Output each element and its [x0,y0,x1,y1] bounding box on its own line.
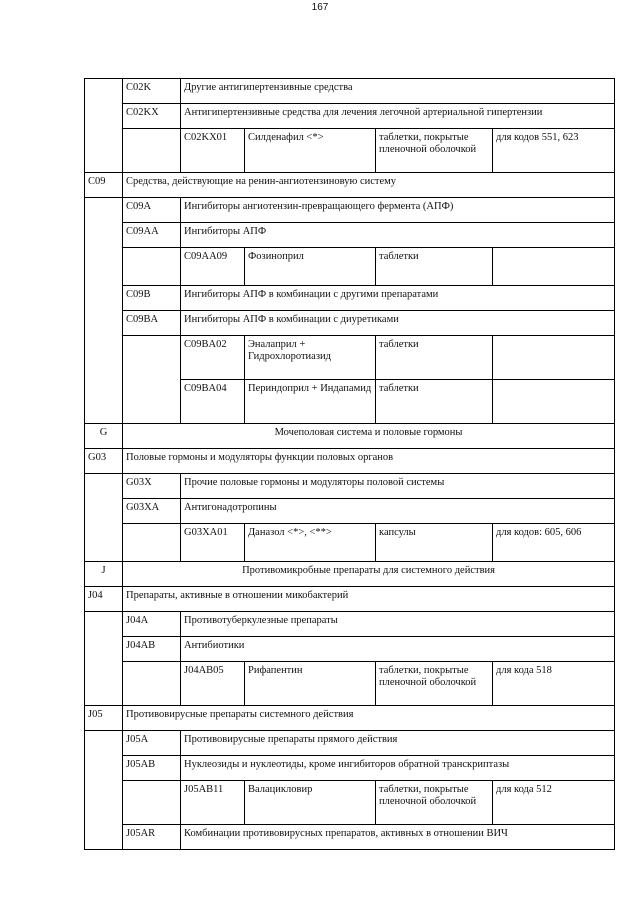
indent-cell [123,248,181,286]
subgroup-code: C09B [123,286,181,311]
table-row [85,173,615,198]
note [493,336,615,380]
subgroup-code: C02KX [123,104,181,129]
subgroup-code: G03XA [123,499,181,524]
drug-code: C09BA04 [181,380,245,424]
dosage-form: таблетки [376,248,493,286]
indent-cell [123,781,181,825]
drug-code: G03XA01 [181,524,245,562]
indent-cell [85,79,123,173]
table-row [85,587,615,612]
indent-cell [123,524,181,562]
section-code: J [85,562,123,587]
subgroup-title: Противовирусные препараты прямого действия [181,731,615,756]
subgroup-title: Ингибиторы ангиотензин-превращающего фермента (АПФ) [181,198,615,223]
subgroup-title: Другие антигипертензивные средства [181,79,615,104]
subgroup-title: Антигонадотропины [181,499,615,524]
drug-name: Периндоприл + Индапамид [245,380,376,424]
indent-cell [123,129,181,173]
section-title: Противомикробные препараты для системного действия [123,562,615,587]
table-row [85,499,615,524]
indent-cell [85,731,123,850]
indent-cell [85,474,123,562]
table-row [85,612,615,637]
section-code: G [85,424,123,449]
drug-code: C09BA02 [181,336,245,380]
table-row [85,198,615,223]
table-row [85,223,615,248]
indent-cell [85,198,123,424]
subgroup-title: Противотуберкулезные препараты [181,612,615,637]
group-title: Половые гормоны и модуляторы функции половых органов [123,449,615,474]
drug-code: J04AB05 [181,662,245,706]
dosage-form: таблетки [376,380,493,424]
drug-name: Силденафил <*> [245,129,376,173]
section-title: Мочеполовая система и половые гормоны [123,424,615,449]
drug-name: Фозиноприл [245,248,376,286]
drug-name: Валацикловир [245,781,376,825]
table-row [85,706,615,731]
table-row [85,104,615,129]
subgroup-code: C09A [123,198,181,223]
table-row [85,248,615,286]
subgroup-code: C02K [123,79,181,104]
note: для кода 512 [493,781,615,825]
subgroup-code: J05AB [123,756,181,781]
note [493,248,615,286]
group-code: G03 [85,449,123,474]
subgroup-code: J04A [123,612,181,637]
note: для кодов 551, 623 [493,129,615,173]
table-row [85,79,615,104]
note [493,380,615,424]
drug-name: Рифапентин [245,662,376,706]
drug-name: Эналаприл + Гидрохлоротиазид [245,336,376,380]
subgroup-title: Антигипертензивные средства для лечения легочной артериальной гипертензии [181,104,615,129]
subgroup-code: J05A [123,731,181,756]
note: для кодов: 605, 606 [493,524,615,562]
group-title: Средства, действующие на ренин-ангиотензиновую систему [123,173,615,198]
table-row [85,524,615,562]
subgroup-code: G03X [123,474,181,499]
subgroup-code: J05AR [123,825,181,850]
drug-list-rows [85,79,615,850]
dosage-form: таблетки [376,336,493,380]
dosage-form: таблетки, покрытые пленочной оболочкой [376,662,493,706]
table-row [85,825,615,850]
table-row [85,286,615,311]
drug-code: J05AB11 [181,781,245,825]
subgroup-title: Антибиотики [181,637,615,662]
table-row [85,662,615,706]
group-title: Противовирусные препараты системного действия [123,706,615,731]
table-row [85,424,615,449]
group-title: Препараты, активные в отношении микобактерий [123,587,615,612]
subgroup-title: Нуклеозиды и нуклеотиды, кроме ингибиторов обратной транскриптазы [181,756,615,781]
dosage-form: таблетки, покрытые пленочной оболочкой [376,781,493,825]
subgroup-title: Ингибиторы АПФ [181,223,615,248]
indent-cell [123,662,181,706]
drug-name: Даназол <*>, <**> [245,524,376,562]
table-row [85,311,615,336]
table-row [85,781,615,825]
table-row [85,562,615,587]
dosage-form: таблетки, покрытые пленочной оболочкой [376,129,493,173]
subgroup-title: Прочие половые гормоны и модуляторы половой системы [181,474,615,499]
indent-cell [123,336,181,424]
dosage-form: капсулы [376,524,493,562]
group-code: J04 [85,587,123,612]
table-row [85,336,615,380]
subgroup-title: Ингибиторы АПФ в комбинации с другими препаратами [181,286,615,311]
table-row [85,731,615,756]
subgroup-title: Комбинации противовирусных препаратов, активных в отношении ВИЧ [181,825,615,850]
table-row [85,756,615,781]
group-code: C09 [85,173,123,198]
table-row [85,637,615,662]
drug-list-table [84,78,615,850]
note: для кода 518 [493,662,615,706]
subgroup-title: Ингибиторы АПФ в комбинации с диуретиками [181,311,615,336]
table-row [85,129,615,173]
table-row [85,449,615,474]
group-code: J05 [85,706,123,731]
drug-code: C02KX01 [181,129,245,173]
page-number: 167 [311,2,329,13]
subgroup-code: J04AB [123,637,181,662]
table-row [85,474,615,499]
subgroup-code: C09BA [123,311,181,336]
drug-code: C09AA09 [181,248,245,286]
subgroup-code: C09AA [123,223,181,248]
indent-cell [85,612,123,706]
